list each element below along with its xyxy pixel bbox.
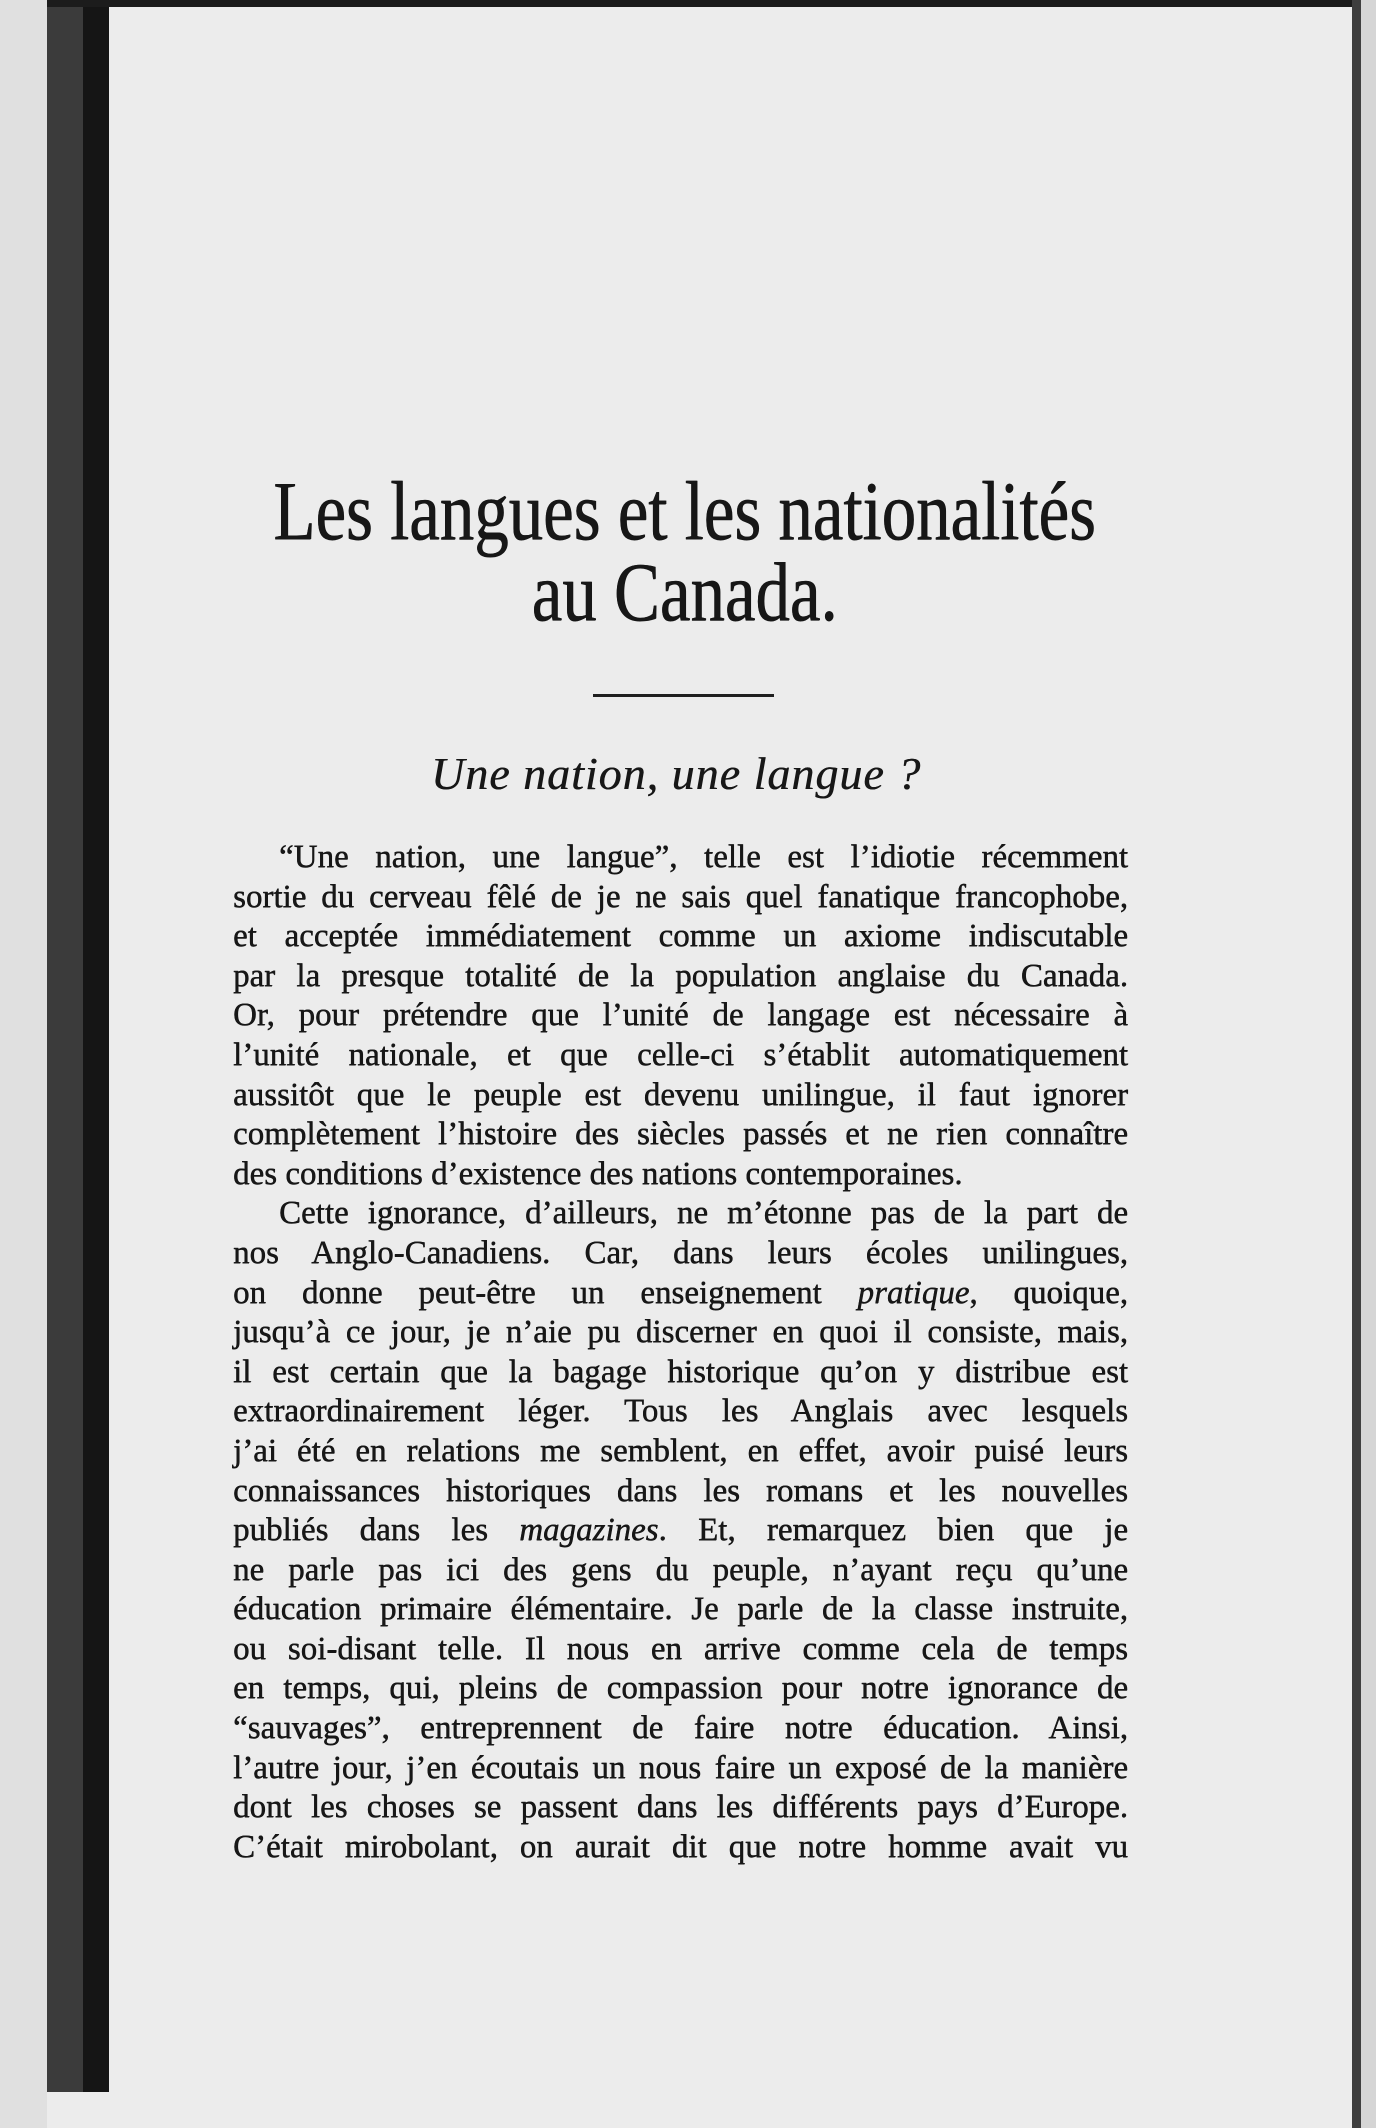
text-line: extraordinairement léger. Tous les Anglais avec lesquels [233,1393,1128,1430]
text-line [233,1274,1128,1314]
text-segment: . Et, remarquez bien que je [658,1512,1128,1549]
page-top-edge [47,0,1359,7]
text-line: des conditions d’existence des nations contemporaines. [233,1155,963,1192]
italic-word: magazines [519,1512,659,1549]
title-divider [593,694,774,697]
page-title-continued [0,543,1370,643]
text-segment: , quoique, [969,1274,1128,1311]
title-line-1: Les langues et les nationalités [273,465,1097,558]
title-line-2: au Canada. [531,546,838,639]
text-line: j’ai été en relations me semblent, en effet, avoir puisé leurs [233,1432,1128,1469]
text-line: il est certain que la bagage historique qu’on y distribue est [233,1353,1128,1390]
text-line: dont les choses se passent dans les différents pays d’Europe. [233,1789,1128,1826]
text-line: ou soi-disant telle. Il nous en arrive comme cela de temps [233,1630,1128,1667]
section-heading: Une nation, une langue ? [430,748,922,799]
text-line: “Une nation, une langue”, telle est l’idiotie récemment [279,839,1128,875]
text-line: aussitôt que le peuple est devenu unilingue, il faut ignorer [233,1076,1128,1113]
text-line: éducation primaire élémentaire. Je parle de la classe instruite, [233,1591,1128,1628]
body-text [233,838,1128,1867]
binding-edge [47,0,83,2092]
text-line: par la presque totalité de la population anglaise du Canada. [233,957,1128,994]
text-line: “sauvages”, entreprennent de faire notre éducation. Ainsi, [233,1710,1128,1747]
text-segment: publiés dans les [233,1512,520,1549]
text-line: sortie du cerveau fêlé de je ne sais quel fanatique francophobe, [233,878,1128,915]
paragraph [233,1194,1128,1867]
scan-margin-left [0,0,47,2128]
page-right-edge [1352,0,1361,2128]
italic-word: pratique [857,1274,970,1311]
scan-margin-right [1361,0,1376,2128]
binding-shadow [83,0,109,2092]
text-segment: on donne peut-être un enseignement [233,1274,858,1311]
text-line [233,1511,1128,1551]
paragraph [233,838,1128,1194]
text-line: l’autre jour, j’en écoutais un nous faire un exposé de la manière [233,1749,1128,1786]
text-line: C’était mirobolant, on aurait dit que notre homme avait vu [233,1828,1128,1865]
text-line: jusqu’à ce jour, je n’aie pu discerner en quoi il consiste, mais, [233,1314,1128,1351]
text-line: et acceptée immédiatement comme un axiome indiscutable [233,918,1128,955]
text-line: Cette ignorance, d’ailleurs, ne m’étonne pas de la part de [279,1195,1128,1232]
text-line: en temps, qui, pleins de compassion pour notre ignorance de [233,1670,1128,1707]
text-line: ne parle pas ici des gens du peuple, n’ayant reçu qu’une [233,1551,1128,1588]
text-line: l’unité nationale, et que celle-ci s’établit automatiquement [233,1036,1128,1073]
text-line: nos Anglo-Canadiens. Car, dans leurs écoles unilingues, [233,1234,1128,1271]
text-line: complètement l’histoire des siècles passés et ne rien connaître [233,1116,1128,1153]
text-line: connaissances historiques dans les romans et les nouvelles [233,1472,1128,1509]
text-line: Or, pour prétendre que l’unité de langage est nécessaire à [233,997,1128,1034]
